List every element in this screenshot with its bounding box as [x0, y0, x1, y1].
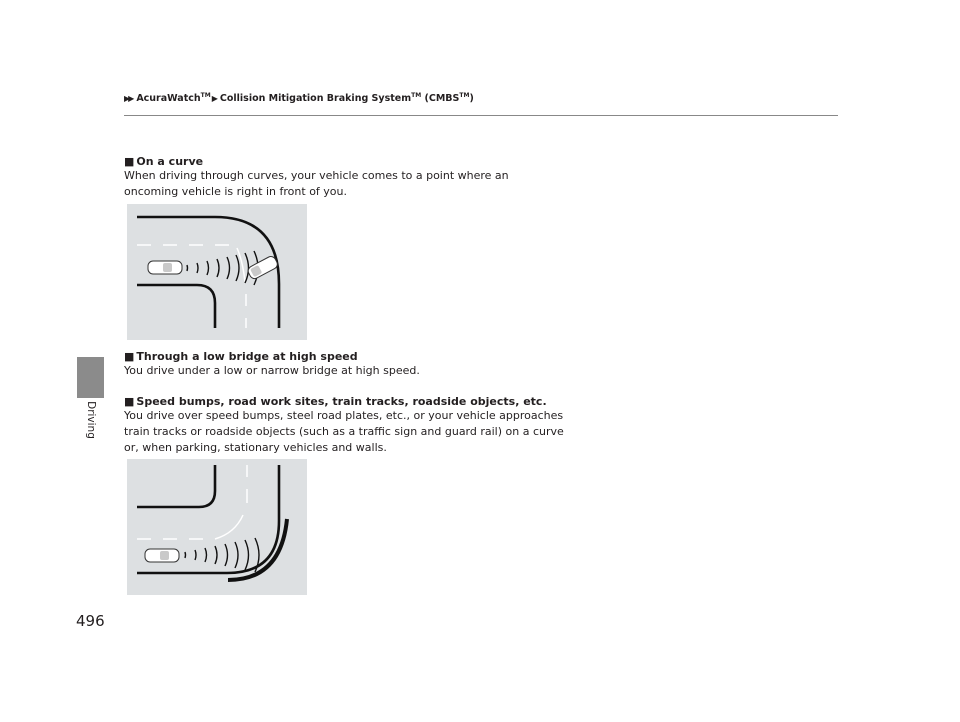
section-heading: ■ Through a low bridge at high speed — [124, 350, 358, 363]
page-number: 496 — [76, 612, 105, 630]
curve-guard-rail-illustration — [127, 459, 307, 595]
square-bullet-icon: ■ — [124, 155, 135, 168]
radar-waves-icon — [185, 538, 259, 572]
own-vehicle-icon — [145, 549, 179, 562]
own-vehicle-icon — [148, 261, 182, 274]
breadcrumb-link-acurawatch[interactable]: AcuraWatch™ — [136, 91, 211, 104]
section-speed-bumps — [124, 395, 574, 456]
square-bullet-icon: ■ — [124, 395, 135, 408]
radar-waves-icon — [187, 251, 258, 285]
square-bullet-icon: ■ — [124, 350, 135, 363]
section-heading: ■ On a curve — [124, 155, 204, 168]
section-body: When driving through curves, your vehicle comes to a point where an oncoming vehicle is right in front of you. — [124, 169, 509, 198]
breadcrumb — [124, 93, 474, 104]
oncoming-vehicle-icon — [246, 255, 279, 281]
section-body: You drive over speed bumps, steel road plates, etc., or your vehicle approaches train tracks or roadside objects (such as a traffic sign and guard rail) on a curve or, when parking, stationary vehicles and walls. — [124, 409, 564, 454]
header-divider — [124, 115, 838, 116]
section-on-a-curve — [124, 155, 564, 200]
breadcrumb-arrow-icon: ▶▶ — [124, 94, 133, 103]
curve-oncoming-vehicle-illustration — [127, 204, 307, 340]
breadcrumb-current-cmbs: Collision Mitigation Braking System™ (CMBS™) — [219, 91, 474, 104]
section-heading: ■ Speed bumps, road work sites, train tracks, roadside objects, etc. — [124, 395, 547, 408]
section-low-bridge — [124, 350, 564, 379]
chapter-tab[interactable] — [77, 357, 104, 398]
section-body: You drive under a low or narrow bridge at high speed. — [124, 364, 420, 377]
breadcrumb-separator-icon: ▶ — [211, 94, 218, 103]
chapter-label: Driving — [85, 401, 97, 439]
